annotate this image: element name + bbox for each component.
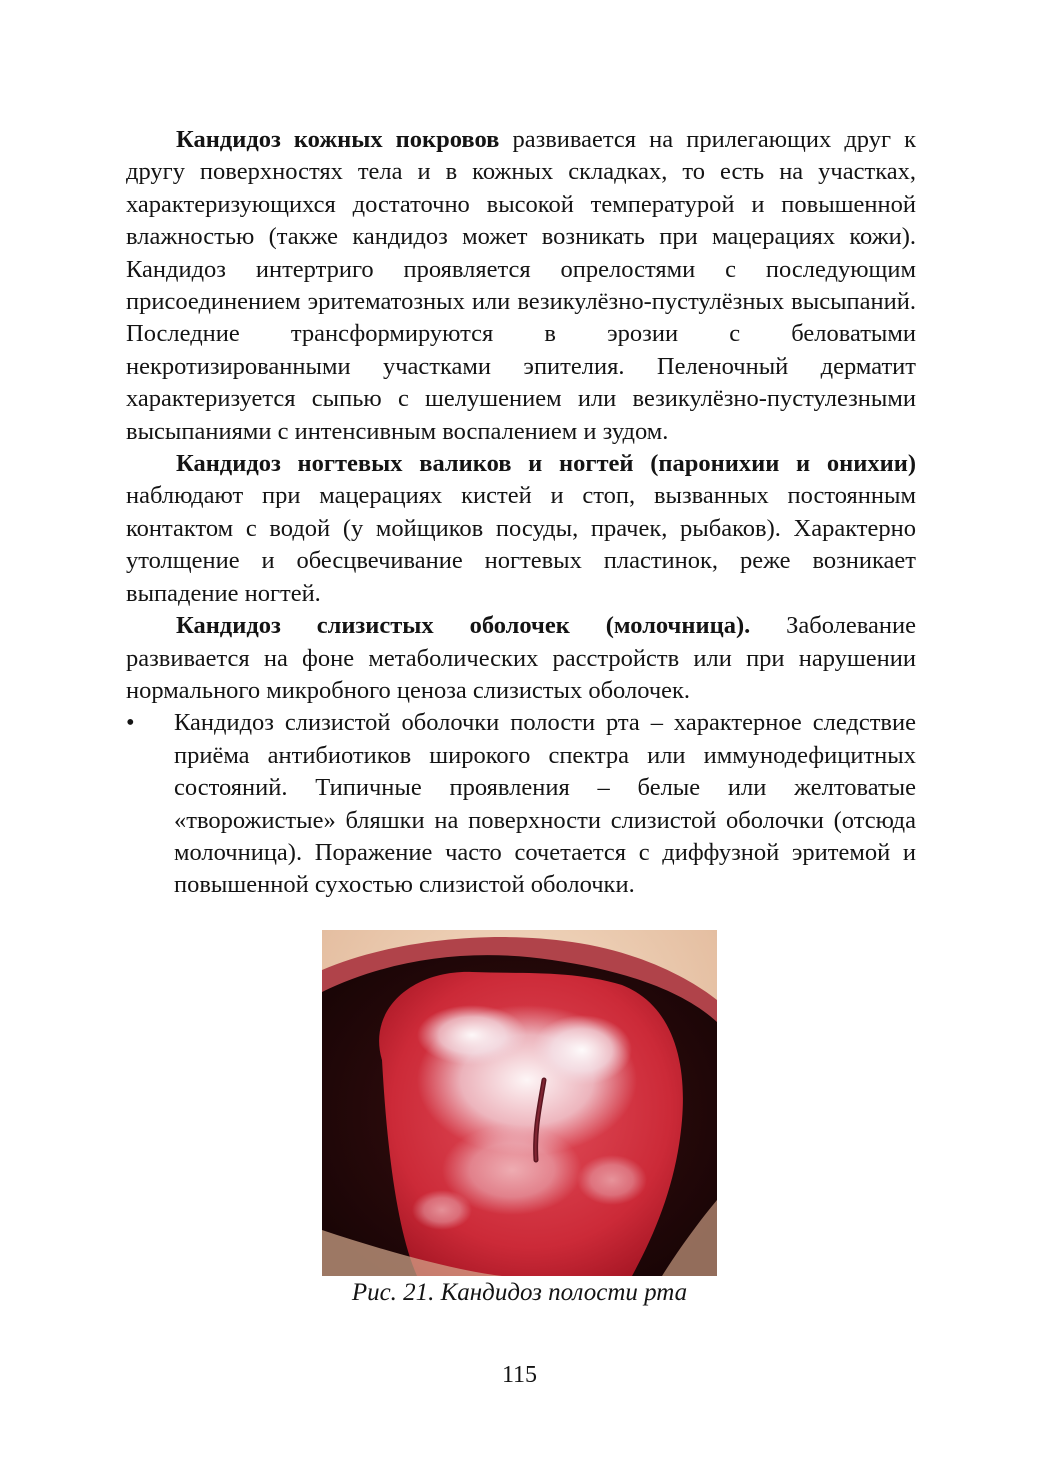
paragraph-body: Заболевание развивается на фоне метаболических расстройств или при нарушении нормального микробного ценоза слизистых оболочек. <box>126 612 916 704</box>
paragraph-heading: Кандидоз слизистых оболочек (молочница). <box>176 612 751 640</box>
paragraph-body: наблюдают при мацерациях кистей и стоп, вызванных постоянным контактом с водой (у мойщиков посуды, прачек, рыбаков). Характерно утолщение и обесцвечивание ногтевых пластинок, реже возникает выпадение ногтей. <box>126 482 916 607</box>
list-item <box>126 707 916 901</box>
page-number: 115 <box>501 1362 538 1388</box>
tongue-photo-illustration <box>322 930 717 1276</box>
paragraph-body: развивается на прилегающих друг к другу поверхностях тела и в кожных складках, то есть на участках, характеризующихся достаточно высокой температурой и повышенной влажностью (также кандидоз может возникать при мацерациях кожи). Кандидоз интертриго проявляется опрелостями с последующим присоединением эритематозных или везикулёзно-пустулёзных высыпаний. Последние трансформируются в эрозии с беловатыми некротизированными участками эпителия. Пеленочный дерматит характеризуется сыпью с шелушением или везикулёзно-пустулезными высыпаниями с интенсивным воспалением и зудом. <box>126 126 917 445</box>
paragraph-heading: Кандидоз ногтевых валиков и ногтей (паронихии и онихии) <box>176 450 916 478</box>
paragraph-heading: Кандидоз кожных покровов <box>176 126 500 153</box>
figure-oral-candidiasis-photo <box>322 930 717 1276</box>
list-item-text: Кандидоз слизистой оболочки полости рта – характерное следствие приёма антибиотиков широкого спектра или иммунодефицитных состояний. Типичные проявления – белые или желтоватые «творожистые» бляшки на поверхности слизистой оболочки (отсюда молочница). Поражение часто сочетается с диффузной эритемой и повышенной сухостью слизистой оболочки. <box>174 709 916 899</box>
paragraph-mucosa-candidiasis <box>126 610 916 707</box>
paragraph-nail-candidiasis <box>126 448 916 610</box>
paragraph-skin-candidiasis <box>126 124 916 448</box>
figure-caption: Рис. 21. Кандидоз полости рта <box>351 1279 688 1306</box>
bullet-marker: • <box>126 709 135 737</box>
main-text <box>126 124 916 902</box>
